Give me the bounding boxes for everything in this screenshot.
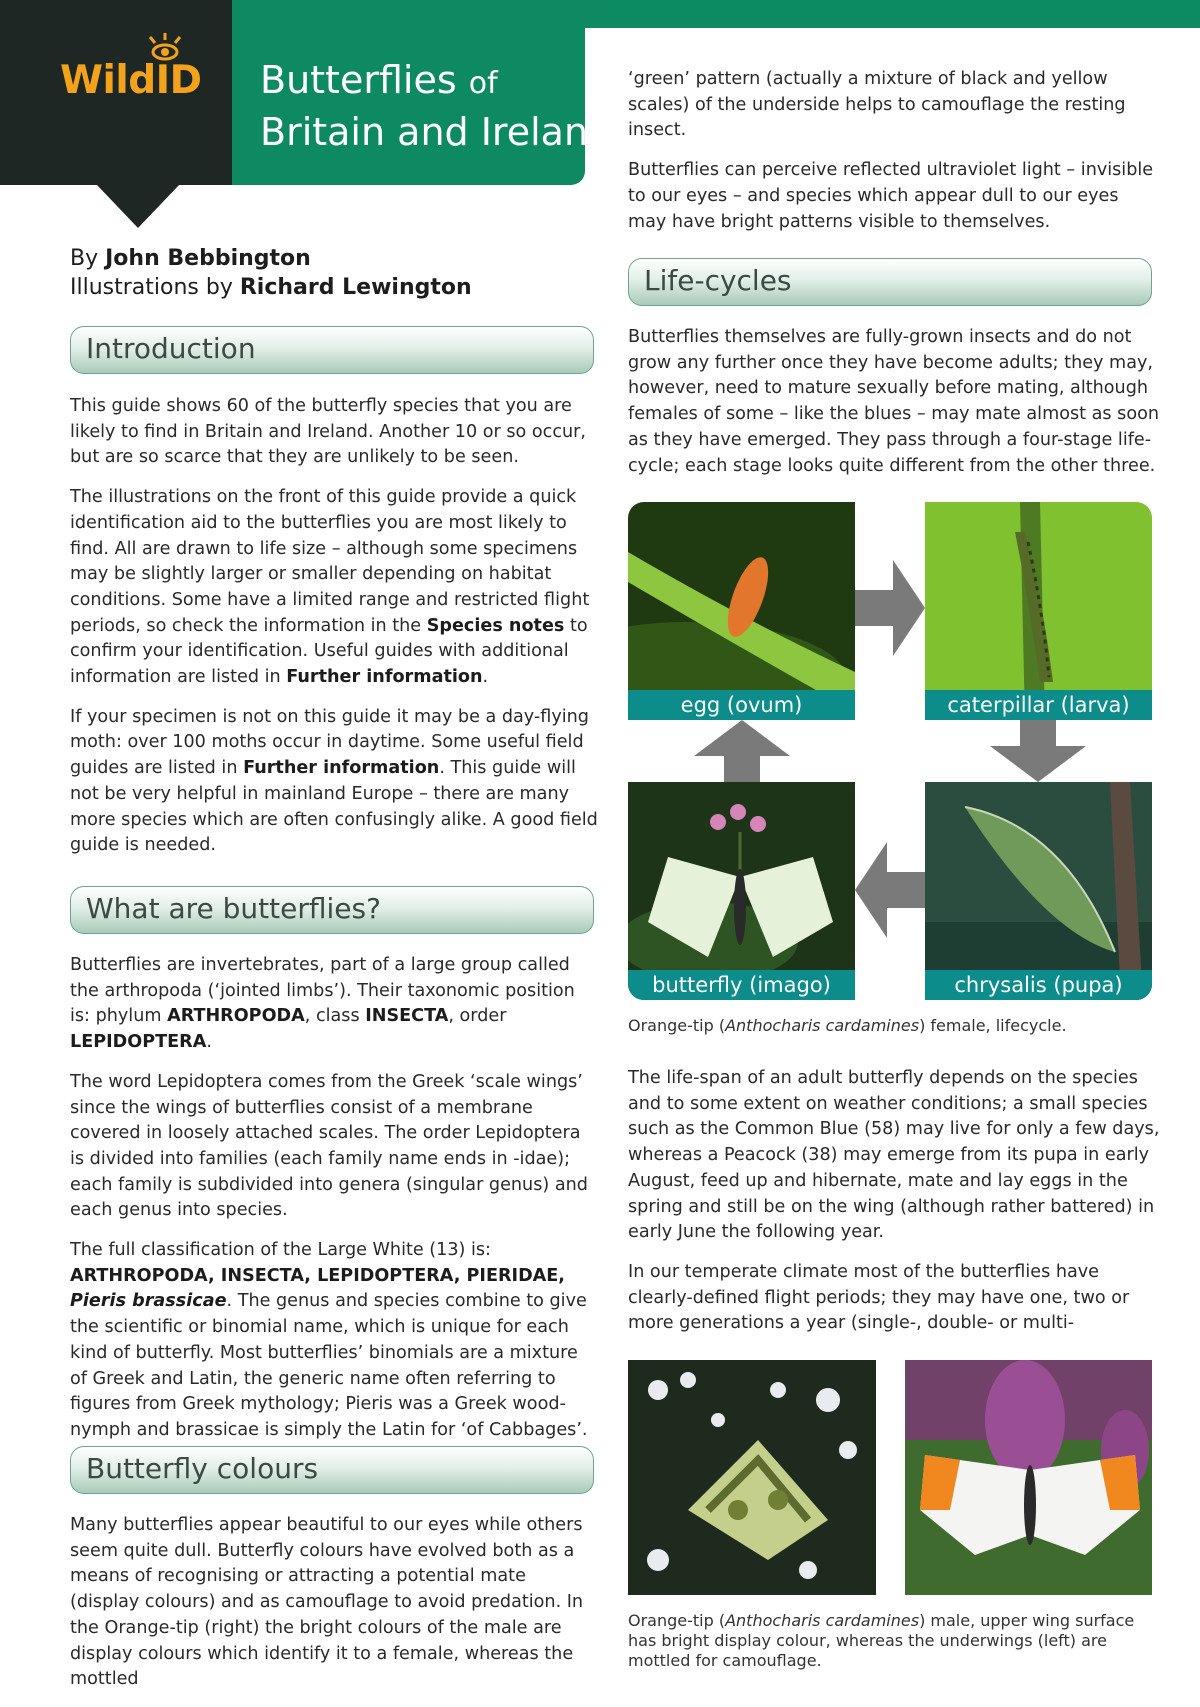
photo-butterfly <box>628 782 855 1000</box>
what-paragraph-1: Butterflies are invertebrates, part of a large group called the arthropoda (‘jointed limbs’). Their taxonomic position is: phylum ARTHROPODA, class INSECTA, order LEPIDOPTERA. <box>70 955 575 1053</box>
byline-by: By <box>70 246 99 271</box>
egg-image <box>628 502 855 720</box>
life-span-text <box>628 1066 1160 1351</box>
chrysalis-image <box>925 782 1152 1000</box>
header-strip <box>585 0 1200 28</box>
author-name: John Bebbington <box>105 246 311 271</box>
photo-caterpillar <box>925 502 1152 720</box>
section-header-life-cycles: Life-cycles <box>628 258 1152 306</box>
section-header-butterfly-colours: Butterfly colours <box>70 1446 594 1494</box>
header-notch <box>96 184 180 228</box>
logo: WildID <box>60 58 202 103</box>
right-paragraph-1: ‘green’ pattern (actually a mixture of black and yellow scales) of the underside helps to camouflage the resting insect. <box>628 69 1126 141</box>
upperwing-image <box>905 1360 1152 1595</box>
life-paragraph-3: In our temperate climate most of the butterflies have clearly-defined flight periods; they may have one, two or more generations a year (single-, double- or multi- <box>628 1261 1130 1334</box>
what-are-butterflies-text <box>70 953 600 1458</box>
life-cycles-text <box>628 325 1160 493</box>
photo-upperwing <box>905 1360 1152 1595</box>
title-line2: Britain and Ireland <box>260 110 613 154</box>
label-egg: egg (ovum) <box>628 690 855 720</box>
intro-paragraph-1: This guide shows 60 of the butterfly species that you are likely to find in Britain and Ireland. Another 10 or so occur, but are so scarce that they are unlikely to be seen. <box>70 396 586 468</box>
arrow-up-icon <box>694 720 790 782</box>
label-chrysalis: chrysalis (pupa) <box>925 970 1152 1000</box>
butterfly-image <box>628 782 855 1000</box>
lifecycle-caption: Orange-tip (Anthocharis cardamines) female, lifecycle. <box>628 1016 1067 1035</box>
life-paragraph-2: The life-span of an adult butterfly depends on the species and to some extent on weather conditions; a small species such as the Common Blue (58) may live for only a few days, whereas a Peacock (38) may emerge from its pupa in early August, feed up and hibernate, mate and lay eggs in the spring and still be on the wing (although rather battered) in early June the following year. <box>628 1068 1160 1243</box>
arrow-right-icon <box>855 560 925 656</box>
title-line1: Butterflies <box>260 58 457 102</box>
arrow-down-icon <box>990 720 1086 782</box>
arrow-left-icon <box>855 842 925 938</box>
intro-paragraph-3: If your specimen is not on this guide it may be a day-flying moth: over 100 moths occur in daytime. Some useful field guides are listed in Further information. This guide will not be very helpful in mainland Europe – there are many more species which are often confusingly alike. A good field guide is needed. <box>70 706 598 856</box>
colours-paragraph-1: Many butterflies appear beautiful to our eyes while others seem quite dull. Butterfly colours have evolved both as a means of recognising or attracting a potential mate (display colours) and as camouflage to avoid predation. In the Orange-tip (right) the bright colours of the male are display colours which identify it to a female, whereas the mottled <box>70 1515 584 1690</box>
photo-egg <box>628 502 855 720</box>
page-title <box>260 56 612 156</box>
byline-illus: Illustrations by <box>70 275 233 300</box>
byline <box>70 244 472 302</box>
right-intro-text <box>628 67 1160 249</box>
label-butterfly: butterfly (imago) <box>628 970 855 1000</box>
section-header-what-are-butterflies: What are butterflies? <box>70 886 594 934</box>
intro-paragraph-2: The illustrations on the front of this guide provide a quick identification aid to the butterflies you are most likely to find. All are drawn to life size – although some specimens may be slightly larger or smaller depending on habitat conditions. Some have a limited range and restricted flight periods, so check the information in the Species notes to confirm your identification. Useful guides with additional information are listed in Further information. <box>70 487 590 688</box>
photo-underwing <box>628 1360 876 1595</box>
what-paragraph-3: The full classification of the Large White (13) is: ARTHROPODA, INSECTA, LEPIDOPTERA, PIERIDAE, Pieris brassicae. The genus and species combine to give the scientific or binomial name, which is unique for each kind of butterfly. Most butterflies’ binomials are a mixture of Greek and Latin, the generic name often referring to figures from Greek mythology; Pieris was a Greek wood-nymph and brassicae is simply the Latin for ‘of Cabbages’. <box>70 1240 588 1440</box>
bottom-caption: Orange-tip (Anthocharis cardamines) male, upper wing surface has bright display colour, whereas the underwings (left) are mottled for camouflage. <box>628 1611 1135 1670</box>
illustrator-name: Richard Lewington <box>239 275 472 300</box>
label-caterpillar: caterpillar (larva) <box>925 690 1152 720</box>
photo-chrysalis <box>925 782 1152 1000</box>
introduction-text <box>70 394 600 873</box>
caterpillar-image <box>925 502 1152 720</box>
section-header-introduction: Introduction <box>70 326 594 374</box>
underwing-image <box>628 1360 876 1595</box>
life-paragraph-1: Butterflies themselves are fully-grown insects and do not grow any further once they have become adults; they may, however, need to mature sexually before mating, although females of some – like the blues – may mate almost as soon as they have emerged. They pass through a four-stage life-cycle; each stage looks quite different from the other three. <box>628 327 1160 476</box>
right-paragraph-2: Butterflies can perceive reflected ultraviolet light – invisible to our eyes – and species which appear dull to our eyes may have bright patterns visible to themselves. <box>628 160 1154 232</box>
butterfly-colours-text <box>70 1513 600 1707</box>
what-paragraph-2: The word Lepidoptera comes from the Greek ‘scale wings’ since the wings of butterflies consist of a membrane covered in loosely attached scales. The order Lepidoptera is divided into families (each family name ends in -idae); each family is subdivided into genera (singular genus) and each genus into species. <box>70 1071 588 1221</box>
title-of: of <box>468 66 498 101</box>
